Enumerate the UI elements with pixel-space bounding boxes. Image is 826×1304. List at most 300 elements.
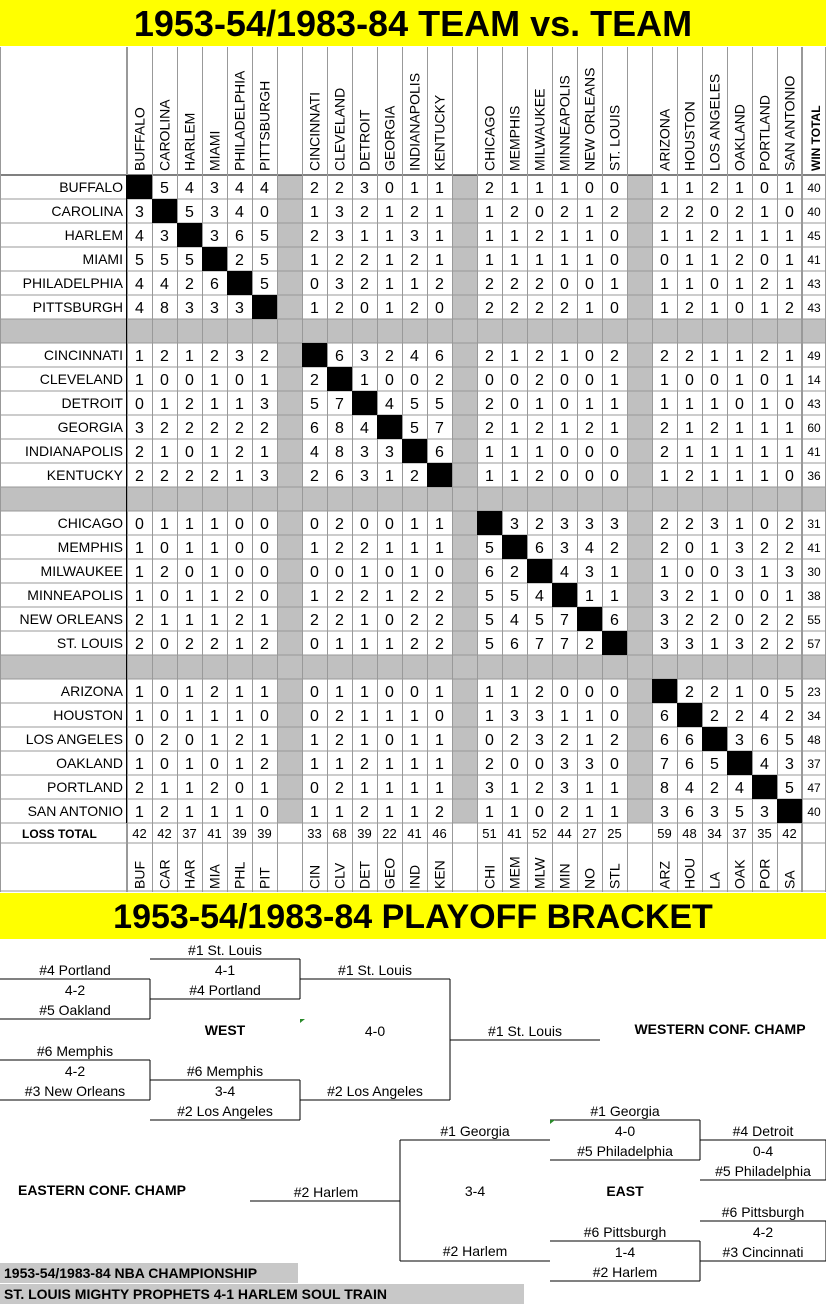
matrix-cell: 1 (535, 252, 544, 269)
matrix-cell: 2 (710, 708, 719, 725)
matrix-cell: 1 (660, 180, 669, 197)
matrix-cell: 2 (760, 636, 769, 653)
matrix-cell: 1 (435, 756, 444, 773)
matrix-cell: 3 (660, 636, 669, 653)
matrix-cell: 3 (335, 276, 344, 293)
matrix-cell: 1 (310, 252, 319, 269)
matrix-cell: 2 (485, 348, 494, 365)
column-abbr: PHL (231, 861, 248, 889)
east-r1a-bottom: #5 Philadelphia (715, 1163, 811, 1179)
matrix-cell: 2 (160, 420, 169, 437)
matrix-cell: 1 (685, 444, 694, 461)
matrix-cell: 0 (360, 516, 369, 533)
west-r1b-bottom: #3 New Orleans (24, 1083, 126, 1099)
matrix-cell: 3 (685, 636, 694, 653)
column-header: NEW ORLEANS (581, 67, 598, 171)
matrix-cell: 2 (410, 204, 419, 221)
loss-total: 39 (232, 826, 247, 841)
matrix-cell: 4 (235, 180, 244, 197)
matrix-cell: 1 (510, 180, 519, 197)
matrix-cell: 0 (160, 756, 169, 773)
column-abbr: MIA (206, 864, 223, 889)
east-r1b-score: 4-2 (752, 1224, 774, 1240)
matrix-cell: 3 (710, 804, 719, 821)
matrix-cell: 1 (485, 684, 494, 701)
matrix-cell: 2 (260, 348, 269, 365)
matrix-cell: 1 (310, 804, 319, 821)
matrix-cell: 1 (685, 180, 694, 197)
column-header: INDIANAPOLIS (406, 72, 423, 171)
matrix-cell: 2 (485, 756, 494, 773)
matrix-cell: 0 (685, 564, 694, 581)
column-abbr: LA (706, 871, 723, 889)
matrix-cell: 1 (785, 348, 794, 365)
diagonal-cell (752, 775, 777, 799)
matrix-cell: 0 (510, 756, 519, 773)
matrix-cell: 0 (585, 684, 594, 701)
matrix-cell: 1 (660, 372, 669, 389)
matrix-cell: 2 (210, 348, 219, 365)
matrix-cell: 0 (610, 300, 619, 317)
matrix-cell: 2 (260, 756, 269, 773)
matrix-cell: 1 (710, 588, 719, 605)
matrix-cell: 2 (535, 276, 544, 293)
row-label: MILWAUKEE (40, 563, 123, 579)
matrix-cell: 3 (610, 516, 619, 533)
matrix-cell: 0 (410, 684, 419, 701)
matrix-cell: 1 (410, 780, 419, 797)
diagonal-cell (377, 415, 402, 439)
matrix-cell: 6 (535, 540, 544, 557)
matrix-cell: 5 (410, 396, 419, 413)
matrix-cell: 3 (235, 300, 244, 317)
matrix-cell: 2 (535, 348, 544, 365)
matrix-cell: 0 (260, 516, 269, 533)
matrix-cell: 5 (410, 420, 419, 437)
matrix-cell: 5 (185, 204, 194, 221)
matrix-cell: 0 (310, 516, 319, 533)
matrix-cell: 2 (785, 540, 794, 557)
matrix-cell: 1 (185, 612, 194, 629)
win-total: 14 (807, 373, 821, 387)
matrix-cell: 1 (735, 180, 744, 197)
matrix-cell: 4 (235, 204, 244, 221)
matrix-cell: 3 (735, 540, 744, 557)
matrix-cell: 1 (660, 276, 669, 293)
matrix-cell: 2 (710, 612, 719, 629)
matrix-cell: 1 (210, 396, 219, 413)
matrix-cell: 0 (385, 684, 394, 701)
matrix-cell: 1 (485, 228, 494, 245)
matrix-cell: 1 (360, 372, 369, 389)
column-abbr: GEO (381, 857, 398, 889)
matrix-cell: 2 (310, 468, 319, 485)
matrix-cell: 2 (210, 780, 219, 797)
matrix-cell: 1 (435, 780, 444, 797)
matrix-cell: 3 (210, 228, 219, 245)
matrix-cell: 1 (385, 588, 394, 605)
matrix-cell: 1 (135, 684, 144, 701)
matrix-cell: 1 (185, 756, 194, 773)
matrix-cell: 1 (360, 684, 369, 701)
matrix-cell: 1 (610, 588, 619, 605)
matrix-cell: 3 (510, 708, 519, 725)
matrix-cell: 3 (360, 468, 369, 485)
east-label: EAST (606, 1183, 644, 1199)
matrix-cell: 2 (135, 612, 144, 629)
column-abbr: STL (606, 863, 623, 889)
matrix-cell: 3 (660, 588, 669, 605)
matrix-cell: 3 (160, 228, 169, 245)
matrix-cell: 5 (135, 252, 144, 269)
matrix-cell: 3 (560, 540, 569, 557)
loss-total: 44 (557, 826, 572, 841)
diagonal-cell (652, 679, 677, 703)
matrix-cell: 0 (585, 372, 594, 389)
matrix-cell: 0 (535, 756, 544, 773)
matrix-cell: 0 (385, 564, 394, 581)
matrix-cell: 1 (260, 684, 269, 701)
matrix-cell: 1 (710, 636, 719, 653)
matrix-cell: 1 (785, 252, 794, 269)
matrix-cell: 0 (710, 276, 719, 293)
column-abbr: ARZ (656, 861, 673, 889)
win-total: 37 (807, 757, 821, 771)
matrix-cell: 1 (310, 588, 319, 605)
matrix-cell: 1 (610, 396, 619, 413)
matrix-cell: 1 (210, 540, 219, 557)
matrix-cell: 0 (135, 396, 144, 413)
matrix-cell: 3 (560, 516, 569, 533)
matrix-cell: 5 (785, 732, 794, 749)
west-label: WEST (204, 1022, 246, 1038)
matrix-cell: 0 (535, 804, 544, 821)
matrix-cell: 4 (160, 276, 169, 293)
matrix-cell: 0 (310, 708, 319, 725)
matrix-cell: 0 (235, 516, 244, 533)
matrix-cell: 0 (135, 516, 144, 533)
matrix-cell: 2 (210, 468, 219, 485)
matrix-cell: 1 (435, 252, 444, 269)
win-total: 41 (807, 445, 821, 459)
matrix-cell: 0 (735, 396, 744, 413)
matrix-cell: 2 (410, 300, 419, 317)
east-champ: #2 Harlem (293, 1184, 359, 1200)
west-final-bottom: #2 Los Angeles (327, 1083, 423, 1099)
matrix-cell: 5 (485, 588, 494, 605)
matrix-cell: 4 (410, 348, 419, 365)
matrix-cell: 7 (560, 636, 569, 653)
matrix-cell: 5 (485, 540, 494, 557)
diagonal-cell (202, 247, 227, 271)
loss-total: 37 (182, 826, 197, 841)
matrix-cell: 3 (235, 348, 244, 365)
matrix-cell: 1 (485, 252, 494, 269)
matrix-cell: 1 (210, 372, 219, 389)
matrix-cell: 2 (685, 684, 694, 701)
matrix-cell: 0 (660, 252, 669, 269)
matrix-cell: 2 (735, 252, 744, 269)
matrix-cell: 2 (135, 636, 144, 653)
matrix-cell: 0 (610, 180, 619, 197)
matrix-cell: 1 (710, 540, 719, 557)
matrix-cell: 0 (560, 684, 569, 701)
column-header: BUFFALO (131, 107, 148, 171)
matrix-cell: 6 (685, 732, 694, 749)
matrix-cell: 1 (360, 732, 369, 749)
matrix-cell: 0 (385, 732, 394, 749)
matrix-cell: 5 (485, 636, 494, 653)
cell-marker (300, 1019, 305, 1023)
matrix-cell: 1 (435, 180, 444, 197)
matrix-cell: 1 (160, 396, 169, 413)
matrix-cell: 2 (160, 348, 169, 365)
east-r1b-bottom: #3 Cincinnati (722, 1244, 804, 1260)
matrix-cell: 0 (310, 276, 319, 293)
matrix-cell: 0 (710, 372, 719, 389)
matrix-cell: 6 (685, 756, 694, 773)
win-total: 40 (807, 805, 821, 819)
matrix-cell: 2 (435, 276, 444, 293)
matrix-cell: 4 (135, 300, 144, 317)
matrix-cell: 1 (510, 468, 519, 485)
matrix-cell: 0 (560, 468, 569, 485)
matrix-cell: 1 (410, 180, 419, 197)
matrix-cell: 1 (385, 276, 394, 293)
matrix-cell: 3 (560, 756, 569, 773)
matrix-cell: 2 (235, 588, 244, 605)
diagonal-cell (727, 751, 752, 775)
matrix-cell: 0 (260, 804, 269, 821)
matrix-cell: 1 (710, 444, 719, 461)
column-header: CHICAGO (481, 105, 498, 171)
loss-total: 41 (407, 826, 422, 841)
matrix-cell: 2 (260, 636, 269, 653)
matrix-cell: 4 (510, 612, 519, 629)
matrix-cell: 1 (185, 780, 194, 797)
matrix-cell: 2 (785, 708, 794, 725)
matrix-cell: 0 (235, 372, 244, 389)
column-header: MILWAUKEE (531, 88, 548, 171)
matrix-cell: 2 (135, 444, 144, 461)
matrix-cell: 3 (760, 804, 769, 821)
matrix-cell: 0 (385, 516, 394, 533)
matrix-cell: 1 (185, 804, 194, 821)
column-header: HOUSTON (681, 101, 698, 171)
matrix-cell: 2 (485, 300, 494, 317)
row-label: CLEVELAND (39, 371, 123, 387)
matrix-cell: 1 (585, 252, 594, 269)
matrix-cell: 4 (185, 180, 194, 197)
matrix-cell: 1 (410, 804, 419, 821)
matrix-cell: 1 (385, 252, 394, 269)
matrix-cell: 1 (185, 708, 194, 725)
matrix-cell: 1 (660, 564, 669, 581)
matrix-cell: 0 (585, 444, 594, 461)
matrix-cell: 0 (310, 636, 319, 653)
west-r2b-bottom: #2 Los Angeles (177, 1103, 273, 1119)
win-total: 40 (807, 205, 821, 219)
matrix-cell: 0 (610, 252, 619, 269)
matrix-cell: 1 (710, 468, 719, 485)
matrix-cell: 1 (135, 372, 144, 389)
matrix-cell: 6 (335, 348, 344, 365)
matrix-cell: 2 (710, 684, 719, 701)
matrix-cell: 2 (510, 300, 519, 317)
matrix-cell: 2 (535, 372, 544, 389)
matrix-cell: 1 (235, 804, 244, 821)
win-total: 40 (807, 181, 821, 195)
matrix-cell: 0 (785, 396, 794, 413)
matrix-cell: 2 (335, 588, 344, 605)
matrix-cell: 3 (210, 180, 219, 197)
west-r2b-top: #6 Memphis (186, 1063, 264, 1079)
matrix-cell: 2 (410, 636, 419, 653)
matrix-cell: 1 (760, 564, 769, 581)
matrix-cell: 0 (760, 588, 769, 605)
matrix-cell: 2 (310, 180, 319, 197)
matrix-cell: 1 (210, 804, 219, 821)
matrix-cell: 2 (685, 612, 694, 629)
matrix-cell: 2 (560, 804, 569, 821)
matrix-cell: 1 (385, 468, 394, 485)
matrix-cell: 1 (235, 684, 244, 701)
matrix-cell: 2 (235, 612, 244, 629)
diagonal-cell (302, 343, 327, 367)
matrix-cell: 1 (360, 708, 369, 725)
matrix-cell: 0 (310, 564, 319, 581)
matrix-cell: 1 (485, 468, 494, 485)
matrix-cell: 1 (585, 708, 594, 725)
matrix-cell: 3 (260, 396, 269, 413)
diagonal-cell (702, 727, 727, 751)
matrix-cell: 2 (585, 636, 594, 653)
column-header: PORTLAND (756, 95, 773, 171)
matrix-cell: 1 (235, 468, 244, 485)
matrix-cell: 0 (160, 636, 169, 653)
win-total: 55 (807, 613, 821, 627)
row-label: CAROLINA (51, 203, 123, 219)
matrix-cell: 1 (435, 516, 444, 533)
matrix-cell: 0 (610, 444, 619, 461)
row-label: MINNEAPOLIS (27, 587, 123, 603)
diagonal-cell (677, 703, 702, 727)
matrix-cell: 1 (360, 636, 369, 653)
matrix-cell: 1 (185, 348, 194, 365)
matrix-cell: 2 (710, 780, 719, 797)
row-label: CHICAGO (57, 515, 123, 531)
matrix-cell: 2 (485, 396, 494, 413)
matrix-cell: 6 (335, 468, 344, 485)
matrix-cell: 2 (535, 300, 544, 317)
matrix-cell: 1 (185, 540, 194, 557)
row-label: BUFFALO (59, 179, 123, 195)
matrix-cell: 2 (360, 252, 369, 269)
matrix-cell: 2 (760, 540, 769, 557)
column-header: GEORGIA (381, 105, 398, 171)
matrix-cell: 1 (560, 180, 569, 197)
matrix-cell: 1 (560, 228, 569, 245)
matrix-cell: 2 (335, 780, 344, 797)
column-header: CLEVELAND (331, 87, 348, 171)
matrix-cell: 2 (535, 468, 544, 485)
matrix-cell: 2 (610, 348, 619, 365)
matrix-cell: 6 (210, 276, 219, 293)
matrix-cell: 1 (485, 708, 494, 725)
matrix-cell: 4 (360, 420, 369, 437)
diagonal-cell (602, 631, 627, 655)
matrix-cell: 4 (135, 276, 144, 293)
matrix-cell: 3 (410, 228, 419, 245)
matrix-cell: 1 (310, 756, 319, 773)
column-header: ARIZONA (656, 108, 673, 171)
matrix-cell: 0 (710, 564, 719, 581)
matrix-cell: 0 (735, 300, 744, 317)
matrix-cell: 2 (385, 348, 394, 365)
west-r1a-bottom: #5 Oakland (39, 1002, 111, 1018)
column-abbr: MEM (506, 856, 523, 889)
west-champ-label: WESTERN CONF. CHAMP (634, 1021, 806, 1037)
matrix-cell: 1 (435, 540, 444, 557)
matrix-cell: 2 (610, 732, 619, 749)
matrix-cell: 5 (785, 684, 794, 701)
matrix-cell: 5 (260, 276, 269, 293)
matrix-cell: 3 (785, 564, 794, 581)
matrix-cell: 2 (310, 612, 319, 629)
matrix-cell: 1 (260, 612, 269, 629)
loss-total: 34 (707, 826, 722, 841)
matrix-cell: 3 (360, 180, 369, 197)
column-abbr: POR (756, 858, 773, 889)
matrix-cell: 1 (610, 780, 619, 797)
diagonal-cell (777, 799, 802, 823)
win-total: 43 (807, 277, 821, 291)
matrix-cell: 1 (210, 732, 219, 749)
diagonal-cell (327, 367, 352, 391)
matrix-cell: 4 (385, 396, 394, 413)
matrix-cell: 1 (685, 396, 694, 413)
matrix-cell: 2 (435, 636, 444, 653)
column-abbr: DET (356, 861, 373, 889)
matrix-cell: 0 (235, 564, 244, 581)
matrix-cell: 0 (435, 300, 444, 317)
matrix-cell: 5 (785, 780, 794, 797)
bracket-title: 1953-54/1983-84 PLAYOFF BRACKET (0, 893, 826, 939)
matrix-cell: 3 (535, 708, 544, 725)
matrix-cell: 5 (260, 228, 269, 245)
matrix-cell: 5 (160, 180, 169, 197)
matrix-cell: 1 (260, 444, 269, 461)
matrix-cell: 2 (685, 204, 694, 221)
matrix-cell: 2 (160, 468, 169, 485)
win-total: 36 (807, 469, 821, 483)
matrix-cell: 2 (760, 276, 769, 293)
matrix-cell: 2 (760, 612, 769, 629)
matrix-cell: 4 (585, 540, 594, 557)
matrix-cell: 1 (160, 780, 169, 797)
matrix-cell: 2 (410, 612, 419, 629)
matrix-cell: 0 (185, 444, 194, 461)
matrix-cell: 0 (560, 444, 569, 461)
east-r2a-score: 4-0 (614, 1123, 636, 1139)
matrix-cell: 1 (435, 732, 444, 749)
loss-total: 25 (607, 826, 622, 841)
matrix-cell: 3 (210, 204, 219, 221)
matrix-cell: 1 (760, 444, 769, 461)
matrix-cell: 2 (210, 420, 219, 437)
matrix-cell: 1 (235, 396, 244, 413)
matrix-cell: 6 (510, 636, 519, 653)
